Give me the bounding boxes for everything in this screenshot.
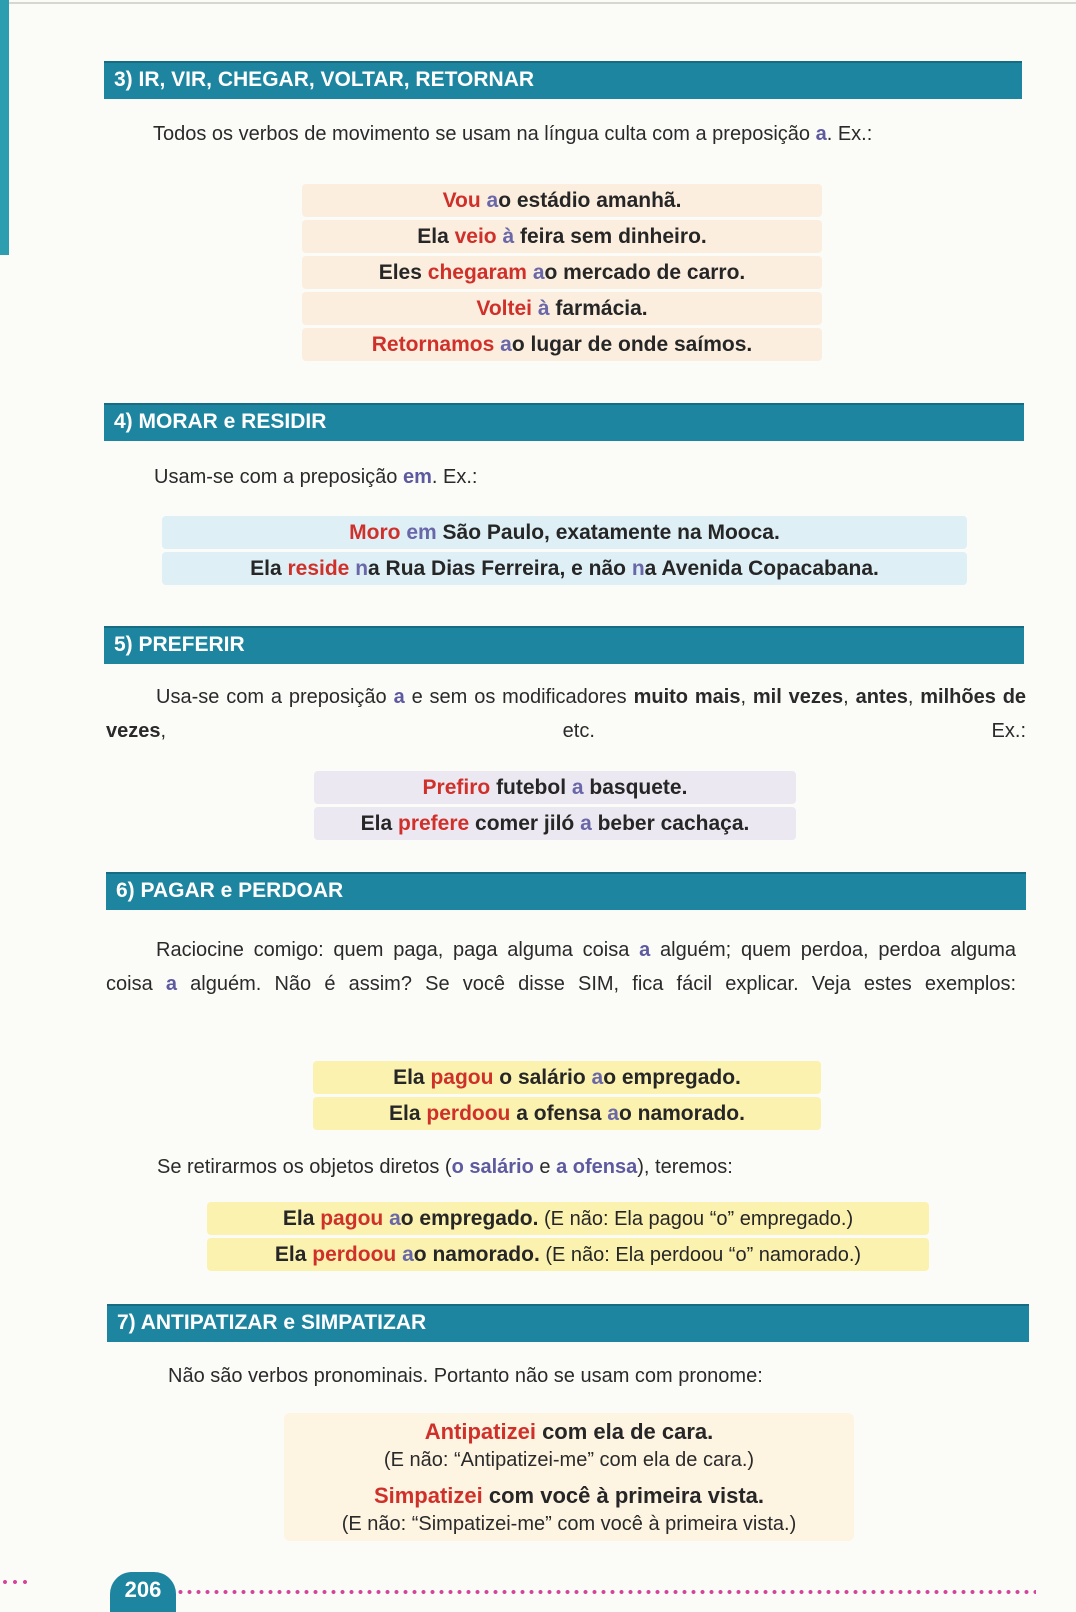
section-7-examples (284, 1413, 854, 1541)
example-sentence: Voltei à farmácia. (302, 292, 822, 325)
section-4-header (104, 403, 1024, 441)
section-3-title: 3) IR, VIR, CHEGAR, VOLTAR, RETORNAR (114, 68, 535, 91)
example-sentence: Eles chegaram ao mercado de carro. (302, 256, 822, 289)
section-4-examples (162, 516, 967, 588)
section-7-header (107, 1304, 1029, 1342)
example-sentence: Ela pagou ao empregado. (E não: Ela pagou “o” empregado.) (207, 1202, 929, 1235)
section-5-header (104, 626, 1024, 664)
section-3-intro: Todos os verbos de movimento se usam na língua culta com a preposição a. Ex.: (153, 123, 873, 145)
page-number: 206 (124, 1577, 162, 1602)
example-sentence: Prefiro futebol a basquete. (314, 771, 796, 804)
section-5-intro: Usa-se com a preposição a e sem os modificadores muito mais, mil vezes, antes, milhões de vezes, etc. Ex.: (106, 686, 1027, 742)
example-note: (E não: “Antipatizei-me” com ela de cara.) (383, 1449, 755, 1471)
page-number-tab (110, 1572, 176, 1612)
example-sentence: Ela prefere comer jiló a beber cachaça. (314, 807, 796, 840)
left-color-strip (0, 0, 9, 255)
example-sentence: Ela perdoou a ofensa ao namorado. (313, 1097, 821, 1130)
example-sentence: Ela reside na Rua Dias Ferreira, e não na Avenida Copacabana. (162, 552, 967, 585)
section-6-retire-line: Se retirarmos os objetos diretos (o salário e a ofensa), teremos: (157, 1156, 733, 1178)
section-7-title: 7) ANTIPATIZAR e SIMPATIZAR (117, 1311, 427, 1334)
section-3-examples (302, 184, 822, 364)
section-3-header (104, 61, 1022, 99)
example-note: (E não: “Simpatizei-me” com você à primeira vista.) (341, 1513, 797, 1535)
section-5-examples (314, 771, 796, 843)
section-5-title: 5) PREFERIR (114, 633, 245, 656)
section-6-title: 6) PAGAR e PERDOAR (116, 879, 344, 902)
section-6-examples-2 (207, 1202, 929, 1274)
section-6-examples (313, 1061, 821, 1133)
section-7-intro: Não são verbos pronominais. Portanto não se usam com pronome: (168, 1365, 763, 1387)
example-sentence: Ela pagou o salário ao empregado. (313, 1061, 821, 1094)
example-sentence: Ela perdoou ao namorado. (E não: Ela perdoou “o” namorado.) (207, 1238, 929, 1271)
example-sentence: Ela veio à feira sem dinheiro. (302, 220, 822, 253)
section-4-title: 4) MORAR e RESIDIR (114, 410, 327, 433)
section-6-header (106, 872, 1026, 910)
footer-dotted-line (176, 1590, 1036, 1594)
example-sentence: Moro em São Paulo, exatamente na Mooca. (162, 516, 967, 549)
example-sentence: Retornamos ao lugar de onde saímos. (302, 328, 822, 361)
top-edge-line (0, 2, 1076, 4)
preposition-highlight: em (403, 466, 432, 488)
section-4-intro: Usam-se com a preposição em. Ex.: (154, 466, 478, 488)
example-sentence: Vou ao estádio amanhã. (302, 184, 822, 217)
example-sentence: Simpatizei com você à primeira vista. (373, 1483, 765, 1508)
example-sentence: Antipatizei com ela de cara. (424, 1419, 714, 1444)
footer-dots-left (0, 1580, 30, 1584)
section-6-intro: Raciocine comigo: quem paga, paga alguma coisa a alguém; quem perdoa, perdoa alguma coisa a alguém. Não é assim? Se você disse SIM, fica fácil explicar. Veja estes exemplos: (106, 939, 1017, 995)
preposition-highlight: a (815, 123, 827, 145)
